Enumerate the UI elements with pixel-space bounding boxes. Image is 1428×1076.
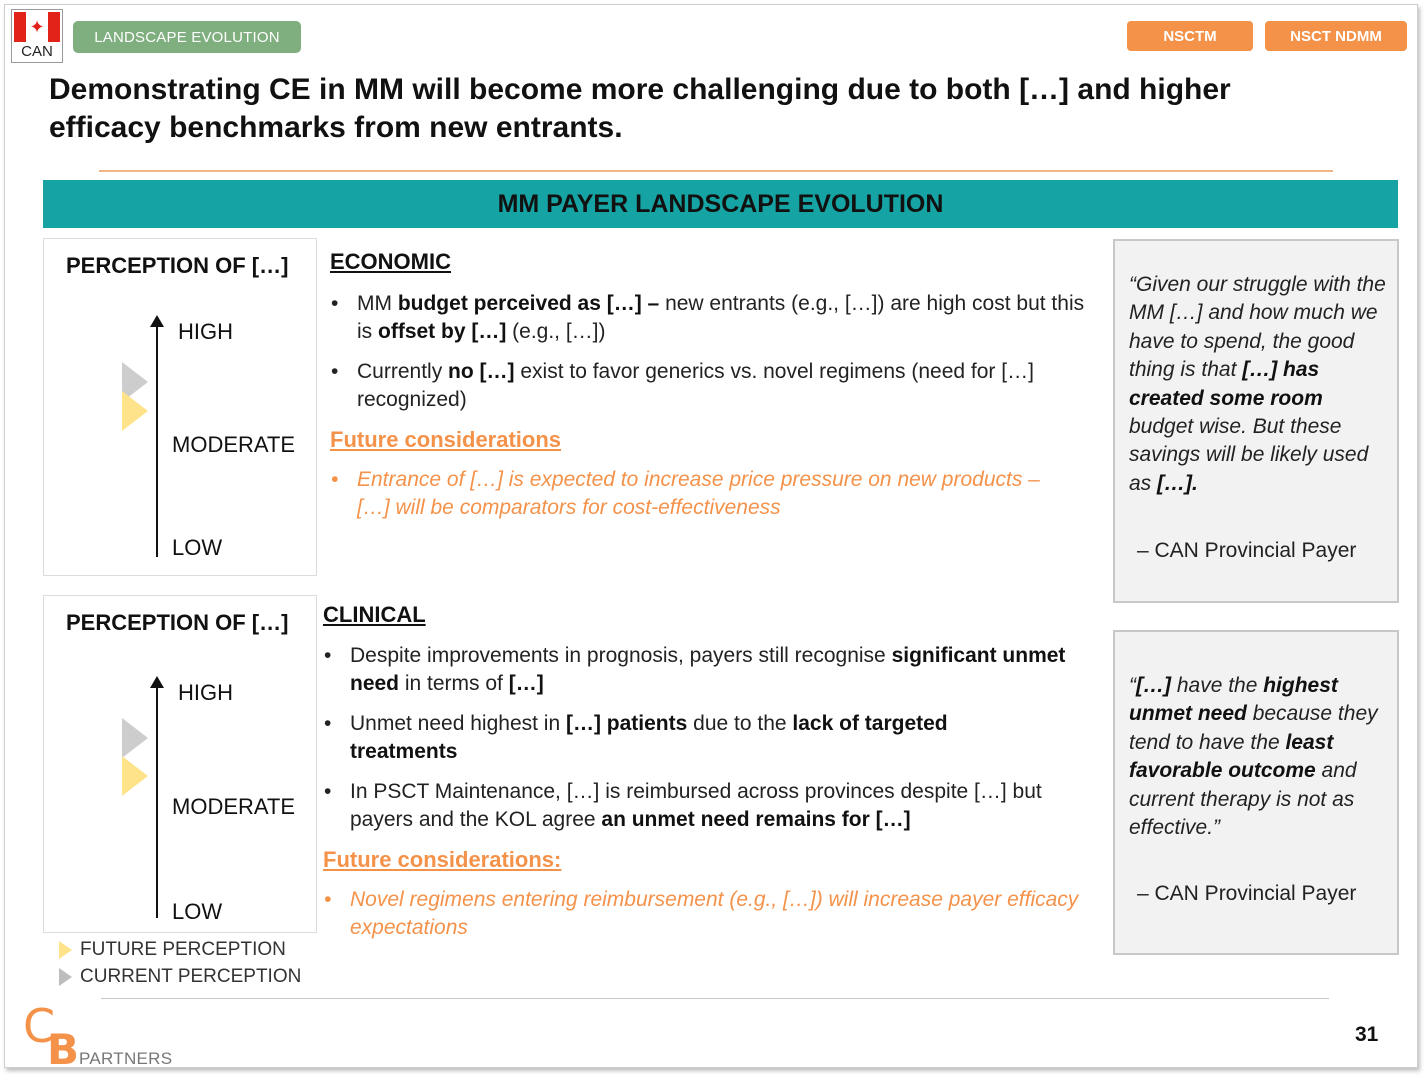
level-low: LOW [172,899,223,924]
bullet-dot-icon: • [324,780,332,803]
economic-heading: ECONOMIC [330,249,451,274]
cb-partners-logo [23,999,203,1074]
maple-leaf-icon: ✦ [26,12,48,42]
logo-text: PARTNERS [79,1049,173,1068]
economic-bullet [331,358,1087,414]
section-banner: MM PAYER LANDSCAPE EVOLUTION [43,180,1398,228]
country-code: CAN [21,43,53,60]
economic-bullet [331,290,1097,346]
page-number: 31 [1355,1023,1379,1046]
bullet-dot-icon: • [324,888,332,911]
title-divider [99,170,1333,172]
economic-future-bullet [331,466,1057,522]
bullet-text: In PSCT Maintenance, […] is reimbursed across provinces despite […] but payers and the KOL agree an unmet need remains for […] [350,780,1042,831]
canada-flag-icon [11,9,63,63]
bullet-text: Unmet need highest in […] patients due to the lack of targeted treatments [350,712,948,763]
bullet-dot-icon: • [324,644,332,667]
clinical-bullet [324,710,1050,766]
clinical-bullet [324,778,1095,834]
bullet-text: Despite improvements in prognosis, payers still recognise significant unmet need in terms of […] [350,644,1066,695]
level-moderate: MODERATE [172,794,296,819]
level-high: HIGH [178,680,233,705]
bullet-dot-icon: • [331,468,339,491]
legend-label: FUTURE PERCEPTION [80,939,286,960]
logo-letter-b: B [47,1025,80,1074]
clinical-heading: CLINICAL [323,602,426,627]
payer-quote-clinical [1113,630,1399,955]
indication-tag-nsctm: NSCTM [1127,21,1253,51]
bullet-dot-icon: • [331,360,339,383]
slide [4,4,1418,1074]
quote-text: “[…] have the highest unmet need because they tend to have the least favorable outcome and current therapy is not as effective.” [1129,674,1378,840]
legend-future [59,939,286,961]
economic-perception-panel [43,238,317,576]
slide-title: Demonstrating CE in MM will become more challenging due to both […] and higher efficacy benchmarks from new entrants. [49,73,1231,144]
perception-axis [156,323,158,557]
perception-title: PERCEPTION OF […] [66,610,289,635]
future-perception-marker-icon [122,756,148,796]
level-low: LOW [172,535,223,560]
future-perception-marker-icon [122,391,148,431]
footer-divider [101,998,1329,999]
legend-label: CURRENT PERCEPTION [80,966,302,987]
payer-quote-economic [1113,239,1399,603]
bullet-dot-icon: • [324,712,332,735]
logo-letter-c: C [23,999,56,1053]
clinical-future-bullet [324,886,1095,942]
perception-axis [156,684,158,918]
clinical-bullet [324,642,1090,698]
bullet-text: Novel regimens entering reimbursement (e.g., […]) will increase payer efficacy expectations [350,888,1079,939]
bullet-text: MM budget perceived as […] – new entrants (e.g., […]) are high cost but this is offset by […] (e.g., […]) [357,292,1085,343]
quote-source: – CAN Provincial Payer [1137,539,1357,562]
economic-future-heading: Future considerations [330,427,562,452]
level-high: HIGH [178,319,233,344]
future-perception-marker-icon [59,941,72,959]
bullet-dot-icon: • [331,292,339,315]
bullet-text: Currently no […] exist to favor generics vs. novel regimens (need for […] recognized) [357,360,1034,411]
perception-title: PERCEPTION OF […] [66,253,289,278]
section-tag: LANDSCAPE EVOLUTION [73,21,301,53]
current-perception-marker-icon [59,968,72,986]
quote-text: “Given our struggle with the MM […] and how much we have to spend, the good thing is that […] has created some room budget wise. But these savings will be likely used as […]. [1129,273,1386,495]
bullet-text: Entrance of […] is expected to increase price pressure on new products – […] will be comparators for cost-effectiveness [357,468,1040,519]
clinical-perception-panel [43,595,317,933]
level-moderate: MODERATE [172,432,296,457]
current-perception-marker-icon [122,718,148,758]
clinical-future-heading: Future considerations: [323,847,562,872]
legend-current [59,966,301,988]
quote-source: – CAN Provincial Payer [1137,882,1357,905]
indication-tag-nsct-ndmm: NSCT NDMM [1265,21,1407,51]
